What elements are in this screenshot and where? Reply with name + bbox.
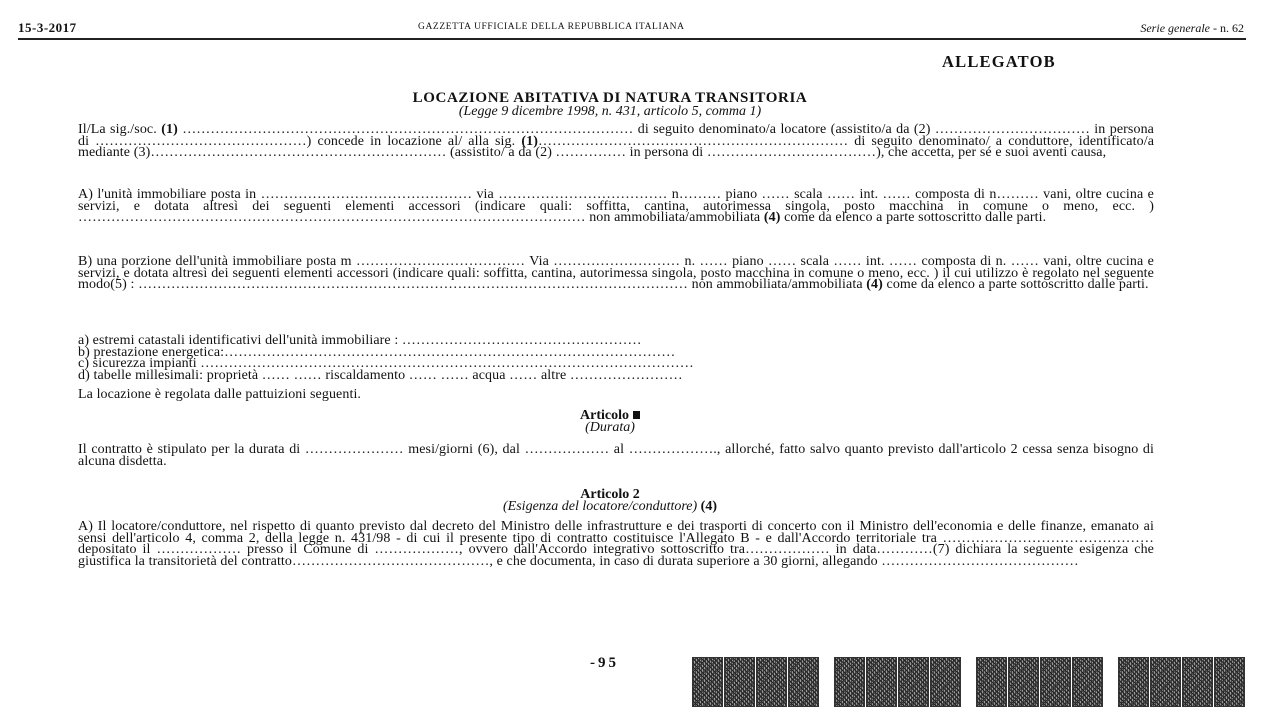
barcode-cell — [898, 657, 929, 707]
intro-ref-1: (1) — [161, 122, 178, 137]
list-item: b) prestazione energetica:…………………………………………………………………………………… — [78, 344, 676, 360]
para-b-ref: (4) — [866, 277, 883, 293]
barcode-cell — [834, 657, 865, 707]
barcode-cell — [1072, 657, 1103, 707]
barcode-cell — [1040, 657, 1071, 707]
intro-paragraph — [78, 124, 1154, 159]
property-details-list — [78, 335, 1154, 381]
barcode-cell — [788, 657, 819, 707]
barcode-block — [692, 657, 820, 707]
articolo-2-ref: (4) — [700, 499, 717, 514]
header-serie — [1140, 21, 1244, 36]
barcode-cell — [692, 657, 723, 707]
list-item: a) estremi catastali identificativi dell'unità immobiliare : …………………………………………… — [78, 333, 642, 348]
barcode-cell — [866, 657, 897, 707]
barcode-cell — [756, 657, 787, 707]
regolata-text: La locazione è regolata dalle pattuizioni seguenti. — [78, 387, 362, 402]
header-serie-number: - n. 62 — [1213, 21, 1244, 35]
paragraph-a — [78, 189, 1154, 224]
intro-text-3: ………………………………………………………… di seguito denominato/ a conduttore, identificato/a mediante (3)……………………………………………………… (assistito/ a da (2) …………… in persona di ………………………………), che accetta, per sé e suoi aventi causa, — [78, 133, 1155, 161]
document-title: LOCAZIONE ABITATIVA DI NATURA TRANSITORIA — [412, 90, 808, 106]
intro-ref-2: (1) — [521, 133, 538, 149]
header-date: 15-3-2017 — [18, 20, 77, 35]
articolo-2-subtitle-line — [0, 501, 1220, 513]
document-subtitle: (Legge 9 dicembre 1998, n. 431, articolo 5, comma 1) — [458, 104, 762, 119]
articolo-2-text: A) Il locatore/conduttore, nel rispetto di quanto previsto dal decreto del Ministro delle infrastrutture e dei trasporti di concerto con il Ministro dell'economia e delle finanze, emanato ai sensi dell'articolo 4, comma 2, della legge n. 431/98 - di cui il presente tipo di contratto costituisce l'Allegato B - e dall'Accordo territoriale tra ……………………………………… depositato il ……………… presso il Comune di ………………, ovvero dall'Accordo integrativo sottoscritto tra……………… in data…………(7) dichiara la seguente esigenza che giustifica la transitorietà del contratto……………………………………, e che documenta, in caso di durata superiore a 30 giorni, allegando …………………………………… — [78, 519, 1154, 569]
barcode-cell — [976, 657, 1007, 707]
square-bullet-icon — [633, 411, 640, 419]
para-a-ref: (4) — [763, 210, 781, 226]
articolo-2-subtitle: (Esigenza del locatore/conduttore) — [503, 499, 698, 514]
header-publication: GAZZETTA UFFICIALE DELLA REPUBBLICA ITALIANA — [418, 22, 685, 32]
list-item: c) sicurezza impianti …………………………………………………………………………………………… — [78, 356, 694, 372]
barcode-cell — [1214, 657, 1245, 707]
page-header — [18, 18, 1246, 40]
barcode-block — [1118, 657, 1246, 707]
barcode-block — [976, 657, 1104, 707]
articolo-1-subtitle: (Durata) — [585, 420, 635, 435]
intro-text-2: …………………………………………………………………………………… di seguito denominato/a locatore (assistito/a da (2) …………………………… in persona di ………………………………………) concede in locazione al/ alla sig. — [78, 122, 1154, 149]
articolo-1-heading — [0, 410, 1220, 434]
barcode-block — [834, 657, 962, 707]
header-serie-label: Serie generale — [1140, 21, 1210, 35]
para-a-text-2: come da elenco a parte sottoscritto dalle parti. — [784, 210, 1047, 226]
para-b-text-2: come da elenco a parte sottoscritto dalle parti. — [886, 277, 1149, 293]
page-number: -95 — [590, 655, 619, 671]
intro-text-1: Il/La sig./soc. — [78, 122, 157, 137]
articolo-1-text: Il contratto è stipulato per la durata di ………………… mesi/giorni (6), dal ……………… al ………………., allorché, fatto salvo quanto previsto dall'articolo 2 cessa senza bisogno di alcuna disdetta. — [78, 442, 1154, 469]
articolo-1-title: Articolo — [580, 408, 629, 423]
barcode-cell — [1008, 657, 1039, 707]
articolo-2-title: Articolo 2 — [580, 487, 640, 502]
allegato-label: ALLEGATOB — [942, 52, 1056, 71]
list-item: d) tabelle millesimali: proprietà …… …… riscaldamento …… …… acqua …… altre …………………… — [78, 367, 683, 383]
barcode-cell — [1150, 657, 1181, 707]
para-a-text-1: A) l'unità immobiliare posta in ……………………………………… via ……………………………… n……… piano …… scala …… int. …… composta di n……… vani, oltre cucina e servizi, e dotata altresì dei seguenti elementi accessori (indicare quali: soffitta, cantina, autorimessa singola, posto macchina in comune o meno, ecc. ) ……………………………………………………………………………………………… non ammobiliata/ammobiliata — [78, 187, 1154, 226]
barcode-cell — [930, 657, 961, 707]
paragraph-b — [78, 256, 1154, 291]
barcode-cell — [724, 657, 755, 707]
barcode-cell — [1182, 657, 1213, 707]
para-b-text-1: B) una porzione dell'unità immobiliare posta m ……………………………… Via ……………………… n. …… piano …… scala …… int. …… composta di n. …… vani, oltre cucina e servizi, e dotata altresì dei seguenti elementi accessori (indicare quali: soffitta, cantina, autorimessa singola, posto macchina in comune o meno, ecc. ) il cui utilizzo è regolato nel seguente modo(5) : ……………………………………………………………………………………………………… non ammobiliata/ammobiliata — [78, 254, 1154, 293]
barcode-cell — [1118, 657, 1149, 707]
articolo-2-heading — [0, 489, 1220, 513]
